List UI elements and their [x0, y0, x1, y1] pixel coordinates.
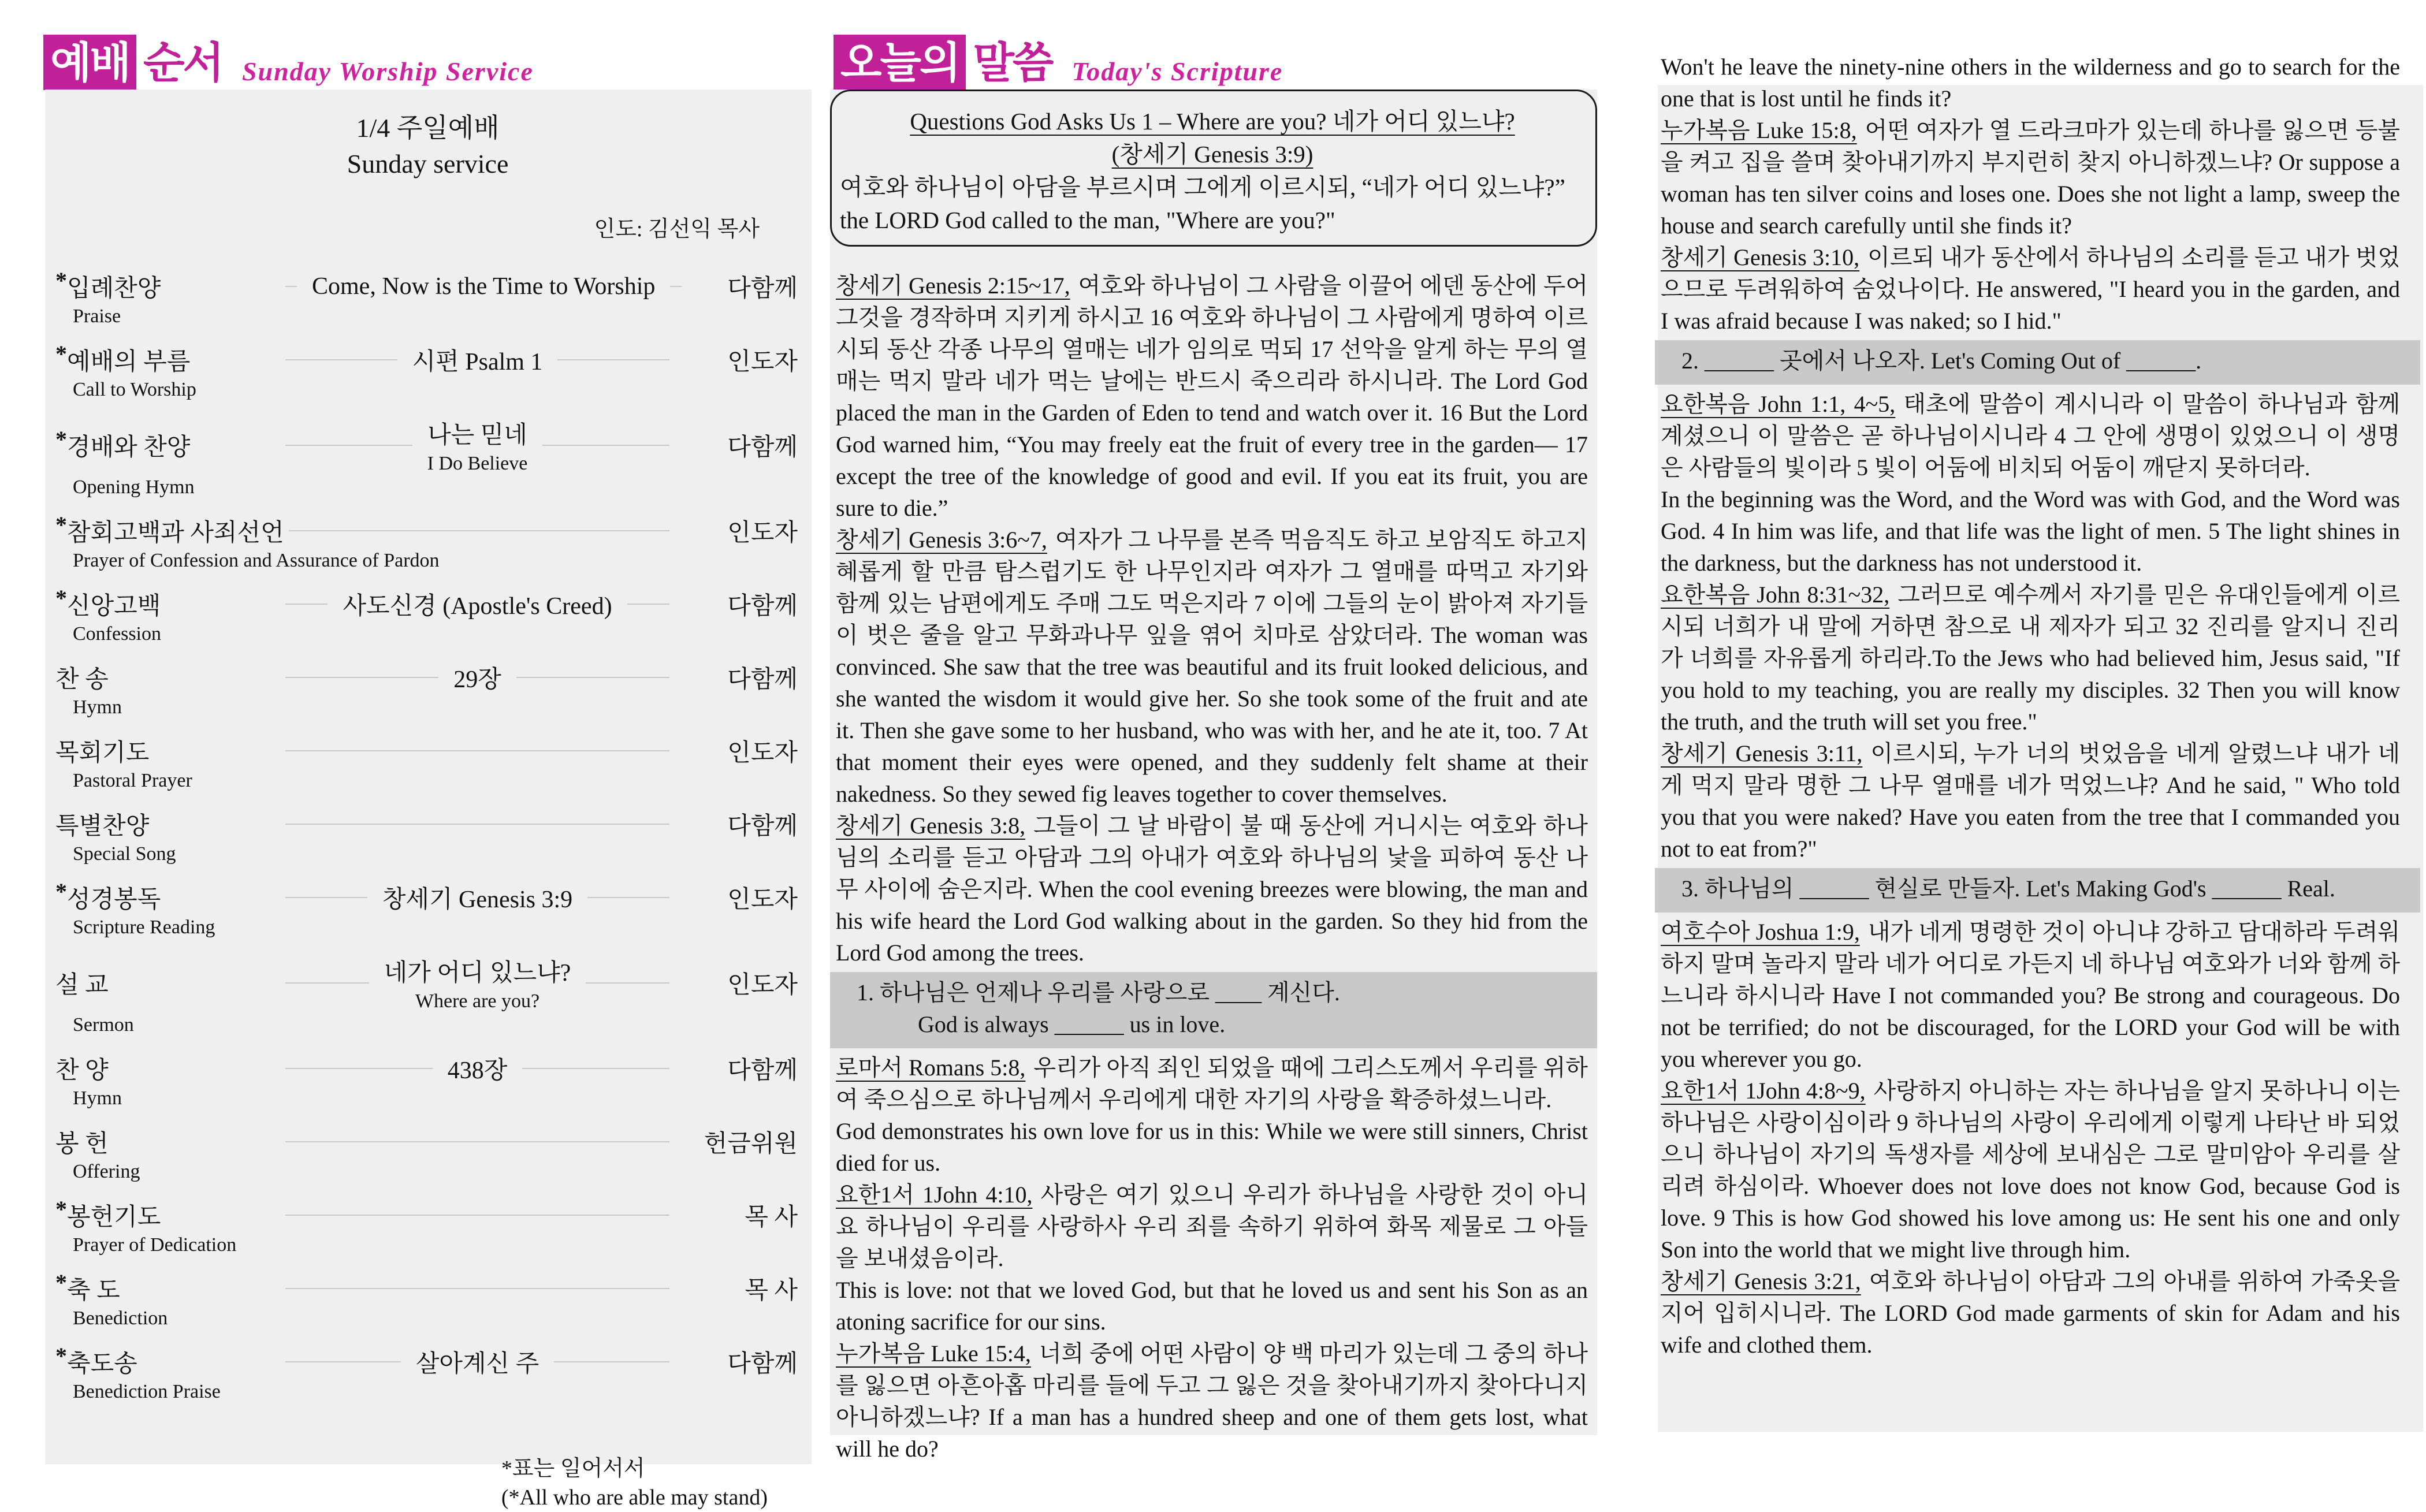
scripture-reference: 누가복음 Luke 15:8,: [1661, 117, 1857, 143]
worship-item-label-english: Pastoral Prayer: [73, 770, 192, 791]
worship-item-label-english: Confession: [73, 623, 161, 645]
worship-item-middle: [285, 660, 669, 695]
scripture-reference: 여호수아 Joshua 1:9,: [1661, 919, 1860, 945]
todays-scripture-header-subtitle: Today's Scripture: [1071, 57, 1283, 86]
worship-item-middle: [285, 1345, 669, 1379]
worship-item-label: [55, 513, 289, 548]
leader-line: [285, 750, 478, 751]
leader-line: [285, 824, 478, 825]
scripture-paragraph: [836, 270, 1588, 524]
worship-item-english-row: [55, 476, 798, 499]
worship-item: [55, 513, 798, 572]
todays-scripture-panel: [830, 90, 1597, 1462]
worship-item-label-english: Scripture Reading: [73, 917, 215, 938]
scripture-text: 어떤 여자가 열 드라크마가 있는데 하나를 잃으면 등불을 켜고 집을 쓸며 찾아내기까지 부지런히 찾지 아니하겠느냐? Or suppose a woman has ten silver coins and loses one. Does she not light a lamp, sweep the house and search carefully until she finds it?: [1661, 117, 2400, 239]
worship-item-center-text: 시편 Psalm 1: [412, 349, 543, 375]
worship-item-middle: [289, 530, 669, 531]
worship-item: [55, 660, 798, 719]
scripture-paragraph: [1661, 51, 2400, 114]
scripture-reference: 로마서 Romans 5:8,: [836, 1055, 1026, 1081]
leader-line: [587, 897, 669, 898]
standing-asterisk: *: [55, 1269, 67, 1295]
todays-scripture-header: [834, 35, 1283, 90]
worship-item-english-row: [55, 916, 798, 939]
worship-item-center: [453, 660, 501, 695]
worship-item-main-row: [55, 513, 798, 548]
leader-line: [479, 530, 669, 531]
standing-asterisk: *: [55, 341, 67, 367]
worship-item-label-english: Offering: [73, 1161, 140, 1182]
worship-item-label-korean: 설 교: [55, 972, 109, 999]
scripture-text: 여호와 하나님이 아담과 그의 아내를 위하여 가죽옷을 지어 입히시니라. The LORD God made garments of skin for Adam and his wife and clothed them.: [1661, 1268, 2400, 1358]
leader-line: [478, 1215, 670, 1216]
worship-item: [55, 342, 798, 401]
worship-item: [55, 269, 798, 328]
worship-item-label-korean: 봉 헌: [55, 1131, 109, 1157]
worship-item: [55, 416, 798, 499]
worship-item: [55, 733, 798, 792]
worship-item-label-english: Call to Worship: [73, 379, 196, 400]
worship-item-center: [427, 416, 528, 475]
scripture-reference: 창세기 Genesis 3:21,: [1661, 1268, 1861, 1294]
worship-item-role: 다함께: [727, 666, 798, 693]
worship-order-panel: [45, 90, 812, 1510]
worship-item-label-korean: 목회기도: [55, 740, 150, 766]
scripture-text-secondary: God demonstrates his own love for us in this: While we were still sinners, Christ died for us.: [836, 1118, 1588, 1176]
scripture-text: 이르되 내가 동산에서 하나님의 소리를 듣고 내가 벗었으므로 두려워하여 숨었나이다. He answered, "I heard you in the garden, and I was afraid because I was naked; so I hid.": [1661, 244, 2400, 334]
worship-item: [55, 1198, 798, 1257]
service-title-korean: 1/4 주일예배: [356, 113, 500, 143]
todays-scripture-header-korean: 말씀: [973, 39, 1052, 87]
standing-footnote-english: (*All who are able may stand): [501, 1485, 768, 1510]
scripture-paragraph: [1661, 579, 2400, 738]
worship-item-label: [55, 587, 285, 621]
scripture-body-middle: [830, 247, 1597, 1465]
worship-item-label-korean: 찬 송: [55, 666, 109, 693]
worship-item-role: 목 사: [745, 1204, 798, 1231]
worship-item-main-row: [55, 807, 798, 841]
scripture-text-secondary: God is always ______ us in love.: [918, 1011, 1226, 1037]
standing-asterisk: *: [55, 267, 67, 293]
worship-item-english-row: [55, 305, 798, 328]
scripture-text: 사랑은 여기 있으니 우리가 하나님을 사랑한 것이 아니요 하나님이 우리를 사랑하사 우리 죄를 속하기 위하여 화목 제물로 그 아들을 보내셨음이라.: [836, 1182, 1588, 1271]
worship-item-middle: [285, 273, 669, 300]
scripture-text: Won't he leave the ninety-nine others in the wilderness and go to search for the one that is lost until he finds it?: [1661, 54, 2400, 111]
worship-item-center: [416, 1345, 539, 1379]
leader-line: [522, 1068, 669, 1069]
scripture-reference: 누가복음 Luke 15:4,: [836, 1340, 1031, 1366]
worship-item-center-text: 나는 믿네: [427, 422, 527, 449]
worship-item-middle: [285, 416, 669, 475]
leader-line: [285, 1141, 478, 1142]
scripture-text-secondary: In the beginning was the Word, and the Word was with God, and the Word was God. 4 In him was life, and that life was the light of men. 5 The light shines in the darkness, but the darkness has not understood it.: [1661, 486, 2400, 576]
worship-item: [55, 954, 798, 1037]
worship-item-middle: [285, 1215, 669, 1216]
worship-item-center: [343, 587, 612, 621]
scripture-text: 여호와 하나님이 그 사람을 이끌어 에덴 동산에 두어 그것을 경작하며 지키게 하시고 16 여호와 하나님이 그 사람에게 명하여 이르시되 동산 각종 나무의 열매는 네가 임의로 먹되 17 선악을 알게 하는 무의 열매는 먹지 말라 네가 먹는 날에는 반드시 죽으리라 하시니라. The Lord God placed the man in the Garden of Eden to tend and watch over it. 16 But the Lord God warned him, “You may freely eat the fruit of every tree in the garden— 17 except the tree of the knowledge of good and evil. If you eat its fruit, you are sure to die.”: [836, 273, 1588, 521]
standing-asterisk: *: [55, 1343, 67, 1369]
scripture-paragraph: [1661, 916, 2400, 1075]
worship-item: [55, 1124, 798, 1183]
service-leader: 인도: 김선익 목사: [594, 217, 760, 241]
scripture-text: 너희 중에 어떤 사람이 양 백 마리가 있는데 그 중의 하나를 잃으면 아흔아홉 마리를 들에 두고 그 잃은 것을 찾아내기까지 찾아다니지 아니하겠느냐? If a man has a hundred sheep and one of them gets lost, what will he do?: [836, 1340, 1588, 1462]
leader-line: [285, 445, 412, 446]
worship-item-label: [55, 269, 285, 304]
scripture-text: 우리가 아직 죄인 되었을 때에 그리스도께서 우리를 위하여 죽으심으로 하나님께서 우리에게 대한 자기의 사랑을 확증하셨느니라.: [836, 1055, 1588, 1112]
worship-item-label: [55, 1198, 285, 1232]
standing-footnote-korean: *표는 일어서서: [501, 1457, 645, 1481]
leader-line: [285, 1288, 478, 1289]
worship-item-label: [55, 660, 285, 695]
todays-scripture-header-box: 오늘의: [834, 35, 966, 90]
scripture-paragraph: [1661, 241, 2400, 337]
worship-item-role: 다함께: [727, 593, 798, 620]
scripture-reference: 창세기 Genesis 3:8,: [836, 813, 1026, 839]
scripture-reference: 요한복음 John 1:1, 4~5,: [1661, 391, 1896, 417]
worship-item-english-row: [55, 1160, 798, 1183]
worship-item-middle: [285, 587, 669, 621]
worship-item-label-english: Hymn: [73, 1088, 122, 1109]
worship-item-role: 다함께: [727, 1057, 798, 1084]
leader-line: [285, 1068, 433, 1069]
scripture-paragraph: [836, 1179, 1588, 1338]
sermon-scripture-reference: (창세기 Genesis 3:9): [1111, 141, 1314, 167]
scripture-text: 내가 네게 명령한 것이 아니냐 강하고 담대하라 두려워하지 말며 놀라지 말라 네가 어디로 가든지 네 하나님 여호와가 너와 함께 하느니라 하시니라 Have I not commanded you? Be strong and courageous. Do not be terrified; do not be discouraged, for the LORD your God will be with you wherever you go.: [1661, 919, 2400, 1072]
worship-item-middle: [285, 824, 669, 825]
key-verse-korean: 여호와 하나님이 아담을 부르시며 그에게 이르시되, “네가 어디 있느냐?”: [840, 174, 1565, 200]
scripture-paragraph: [836, 1052, 1588, 1179]
worship-item-label: [55, 428, 285, 463]
leader-line: [285, 897, 367, 898]
scripture-text: 2. ______ 곳에서 나오자. Let's Coming Out of ______.: [1681, 348, 2202, 374]
worship-item-label-korean: 특별찬양: [55, 813, 150, 840]
worship-item-label-english: Benediction: [73, 1308, 168, 1329]
worship-item-english-row: [55, 696, 798, 719]
worship-order-header-subtitle: Sunday Worship Service: [241, 57, 534, 86]
worship-item-middle: [285, 342, 669, 377]
scripture-reference: 창세기 Genesis 3:6~7,: [836, 527, 1047, 553]
scripture-reference: 창세기 Genesis 3:10,: [1661, 244, 1860, 270]
scripture-paragraph: [1661, 1265, 2400, 1361]
scripture-paragraph: [836, 810, 1588, 969]
worship-item-center-text: 살아계신 주: [415, 1351, 539, 1377]
worship-item-center-text: 사도신경 (Apostle's Creed): [343, 593, 612, 620]
worship-item: [55, 1271, 798, 1330]
worship-item-main-row: [55, 269, 798, 304]
worship-item-english-row: [55, 549, 798, 572]
leader-line: [285, 1215, 478, 1216]
worship-item-main-row: [55, 954, 798, 1012]
worship-item-middle: [285, 1141, 669, 1142]
scripture-reference: 창세기 Genesis 2:15~17,: [836, 273, 1070, 299]
worship-item: [55, 880, 798, 939]
scripture-text: 태초에 말씀이 계시니라 이 말씀이 하나님과 함께 계셨으니 이 말씀은 곧 하나님이시니라 4 그 안에 생명이 있었으니 이 생명은 사람들의 빛이라 5 빛이 어둠에 비치되 어둠이 깨닫지 못하더라.: [1661, 391, 2400, 481]
worship-item-label: [55, 1124, 285, 1159]
scripture-paragraph: [1655, 340, 2420, 385]
scripture-paragraph: [836, 524, 1588, 810]
worship-item-center-text: 네가 어디 있느냐?: [384, 960, 571, 986]
worship-order-header-box: 예배: [43, 35, 136, 90]
sermon-title-box: [830, 90, 1597, 247]
worship-item-middle: [285, 954, 669, 1012]
worship-item-label: [55, 1051, 285, 1086]
worship-item-center-text: 창세기 Genesis 3:9: [382, 887, 573, 913]
worship-items-list: [55, 269, 798, 1403]
leader-line: [285, 604, 328, 605]
scripture-paragraph: [1661, 114, 2400, 241]
leader-line: [285, 677, 438, 678]
worship-item-role: 인도자: [727, 740, 798, 766]
worship-item-role: 인도자: [727, 972, 798, 999]
worship-item-main-row: [55, 342, 798, 377]
worship-item-center: [384, 954, 571, 1012]
scripture-paragraph: [1661, 388, 2400, 579]
worship-item-main-row: [55, 1051, 798, 1086]
scripture-text: 그들이 그 날 바람이 불 때 동산에 거니시는 여호와 하나님의 소리를 듣고 아담과 그의 아내가 여호와 하나님의 낯을 피하여 동산 나무 사이에 숨은지라. When the cool evening breezes were blowing, the man and his wife heard the Lord God walking about in the garden. So they hid from the Lord God among the trees.: [836, 813, 1588, 966]
worship-item-role: 다함께: [727, 434, 798, 461]
worship-item-label-english: Prayer of Confession and Assurance of Pardon: [73, 550, 440, 571]
worship-item-english-row: [55, 843, 798, 866]
worship-item-english-row: [55, 1087, 798, 1110]
worship-item-main-row: [55, 1345, 798, 1379]
leader-line: [554, 1361, 669, 1362]
worship-item-main-row: [55, 733, 798, 768]
worship-item-label-english: Praise: [73, 306, 121, 327]
scripture-text: 1. 하나님은 언제나 우리를 사랑으로 ____ 계신다.: [857, 980, 1340, 1005]
scripture-reference: 요한1서 1John 4:8~9,: [1661, 1078, 1866, 1104]
scripture-text: 3. 하나님의 ______ 현실로 만들자. Let's Making God's ______ Real.: [1681, 876, 2335, 902]
worship-order-header: [43, 35, 534, 90]
standing-asterisk: *: [55, 426, 67, 452]
worship-item-english-row: [55, 769, 798, 792]
leader-line: [478, 1288, 670, 1289]
scripture-reference: 요한1서 1John 4:10,: [836, 1182, 1033, 1208]
service-title-english: Sunday service: [347, 149, 509, 178]
worship-item-label: [55, 342, 285, 377]
scripture-paragraph: [1655, 868, 2420, 913]
standing-asterisk: *: [55, 512, 67, 538]
scripture-body-right: [1661, 51, 2400, 1361]
worship-item-main-row: [55, 660, 798, 695]
worship-item: [55, 587, 798, 646]
key-verse-english: the LORD God called to the man, "Where are you?": [840, 207, 1335, 233]
worship-item-middle: [285, 1051, 669, 1086]
worship-item-label-english: Benediction Praise: [73, 1381, 221, 1402]
standing-asterisk: *: [55, 878, 67, 904]
worship-item-center: [382, 880, 572, 915]
worship-item-label-english: Sermon: [73, 1014, 134, 1036]
worship-item-middle: [285, 880, 669, 915]
worship-item-label-english: Prayer of Dedication: [73, 1234, 237, 1256]
worship-item-main-row: [55, 880, 798, 915]
worship-item-label: [55, 966, 285, 1000]
scripture-reference: 창세기 Genesis 3:11,: [1661, 740, 1863, 766]
worship-item-label-english: Hymn: [73, 697, 122, 718]
scripture-paragraph: [836, 1338, 1588, 1465]
worship-item: [55, 1051, 798, 1110]
worship-item-role: 인도자: [727, 349, 798, 375]
worship-item-label-korean: 성경봉독: [67, 887, 161, 913]
worship-item-label-korean: 찬 양: [55, 1057, 109, 1084]
leader-line: [516, 677, 669, 678]
worship-item-center-subtext: Where are you?: [415, 990, 540, 1012]
worship-item-label: [55, 807, 285, 841]
standing-asterisk: *: [55, 585, 67, 611]
leader-line: [557, 359, 669, 360]
worship-item-center-text: 29장: [453, 666, 501, 693]
scripture-text: 사랑하지 아니하는 자는 하나님을 알지 못하나니 이는 하나님은 사랑이심이라 9 하나님의 사랑이 우리에게 이렇게 나타난 바 되었으니 하나님이 자기의 독생자를 세상에 보내심은 그로 말미암아 우리를 살리려 하심이라. Whoever does not love does not know God, because God is love. 9 This is how God showed his love among us: He sent his one and only Son into the world that we might live through him.: [1661, 1078, 2400, 1263]
worship-item-main-row: [55, 1198, 798, 1232]
sermon-title: Questions God Asks Us 1 – Where are you? 네가 어디 있느냐?: [910, 108, 1515, 135]
scripture-reference: 요한복음 John 8:31~32,: [1661, 582, 1890, 608]
worship-item-role: 인도자: [727, 887, 798, 913]
worship-item-label-english: Special Song: [73, 843, 176, 865]
worship-item-main-row: [55, 416, 798, 475]
worship-item-label-korean: 예배의 부름: [67, 349, 191, 375]
worship-item-main-row: [55, 1124, 798, 1159]
standing-footnote: [55, 1454, 800, 1512]
leader-line: [586, 982, 669, 984]
leader-line: [285, 982, 369, 984]
worship-item-label: [55, 1271, 285, 1306]
worship-item: [55, 807, 798, 866]
worship-item-role: 헌금위원: [704, 1131, 798, 1157]
worship-item-main-row: [55, 1271, 798, 1306]
worship-item-english-row: [55, 1234, 798, 1257]
leader-line: [285, 286, 297, 287]
worship-item-label-korean: 축 도: [67, 1278, 120, 1304]
leader-line: [285, 359, 397, 360]
scripture-text: 이르시되, 누가 너의 벗었음을 네게 알렸느냐 내가 네게 먹지 말라 명한 그 나무 열매를 네가 먹었느냐? And he said, " Who told you that you were naked? Have you eaten from the tree that I commanded you not to eat from?": [1661, 740, 2400, 862]
worship-item-english-row: [55, 623, 798, 646]
leader-line: [478, 1141, 670, 1142]
worship-item-role: 인도자: [727, 520, 798, 546]
worship-item-middle: [285, 750, 669, 751]
worship-item-label-korean: 입례찬양: [67, 275, 161, 302]
worship-item-role: 다함께: [727, 813, 798, 840]
leader-line: [542, 445, 669, 446]
worship-item-center-text: 438장: [447, 1057, 508, 1084]
worship-item-center: [312, 273, 655, 300]
worship-item-center-subtext: I Do Believe: [427, 453, 528, 474]
scripture-text-secondary: This is love: not that we loved God, but that he loved us and sent his Son as an atoning sacrifice for our sins.: [836, 1277, 1588, 1335]
leader-line: [285, 1361, 401, 1362]
standing-footnote-text: [501, 1454, 768, 1512]
leader-line: [478, 824, 670, 825]
worship-item-label-english: Opening Hymn: [73, 476, 195, 498]
worship-order-header-korean: 순서: [143, 39, 222, 87]
worship-item-label: [55, 1345, 285, 1379]
worship-item-label: [55, 733, 285, 768]
worship-item-role: 다함께: [727, 1351, 798, 1377]
worship-item-center-text: Come, Now is the Time to Worship: [312, 273, 656, 300]
worship-item-middle: [285, 1288, 669, 1289]
scripture-paragraph: [830, 972, 1597, 1048]
worship-item-role: 목 사: [745, 1278, 798, 1304]
worship-item-center: [412, 342, 543, 377]
worship-item-english-row: [55, 378, 798, 401]
worship-item-english-row: [55, 1014, 798, 1037]
worship-item-label-korean: 참회고백과 사죄선언: [67, 520, 284, 546]
worship-item: [55, 1345, 798, 1403]
worship-item-label-korean: 신앙고백: [67, 593, 161, 620]
worship-item-label: [55, 880, 285, 915]
scripture-text: 여자가 그 나무를 본즉 먹음직도 하고 보암직도 하고지혜롭게 할 만큼 탐스럽기도 한 나무인지라 여자가 그 열매를 따먹고 자기와 함께 있는 남편에게도 주매 그도 먹은지라 7 이에 그들의 눈이 밝아져 자기들이 벗은 줄을 알고 무화과나무 잎을 엮어 치마로 삼았더라. The woman was convinced. She saw that the tree was beautiful and its fruit looked delicious, and she wanted the wisdom it would give her. So she took some of the fruit and ate it. Then she gave some to her husband, who was with her, and he ate it, too. 7 At that moment their eyes were opened, and they suddenly felt shame at their nakedness. So they sewed fig leaves together to cover themselves.: [836, 527, 1588, 807]
leader-line: [289, 530, 479, 531]
worship-item-label-korean: 축도송: [67, 1351, 137, 1377]
leader-line: [478, 750, 670, 751]
leader-line: [627, 604, 669, 605]
worship-item-role: 다함께: [727, 275, 798, 302]
scripture-paragraph: [1661, 1075, 2400, 1265]
worship-item-english-row: [55, 1307, 798, 1330]
worship-item-main-row: [55, 587, 798, 621]
standing-asterisk: *: [55, 1196, 67, 1222]
worship-item-label-korean: 경배와 찬양: [67, 434, 191, 461]
worship-item-english-row: [55, 1380, 798, 1403]
scripture-text: 그러므로 예수께서 자기를 믿은 유대인들에게 이르시되 너희가 내 말에 거하면 참으로 내 제자가 되고 32 진리를 알지니 진리가 너희를 자유롭게 하리라.To the Jews who had believed him, Jesus said, "If you hold to my teaching, you are really my disciples. 32 Then you will know the truth, and the truth will set you free.": [1661, 582, 2400, 735]
scripture-paragraph: [1661, 738, 2400, 865]
worship-item-center: [448, 1051, 508, 1086]
worship-item-label-korean: 봉헌기도: [67, 1204, 161, 1231]
